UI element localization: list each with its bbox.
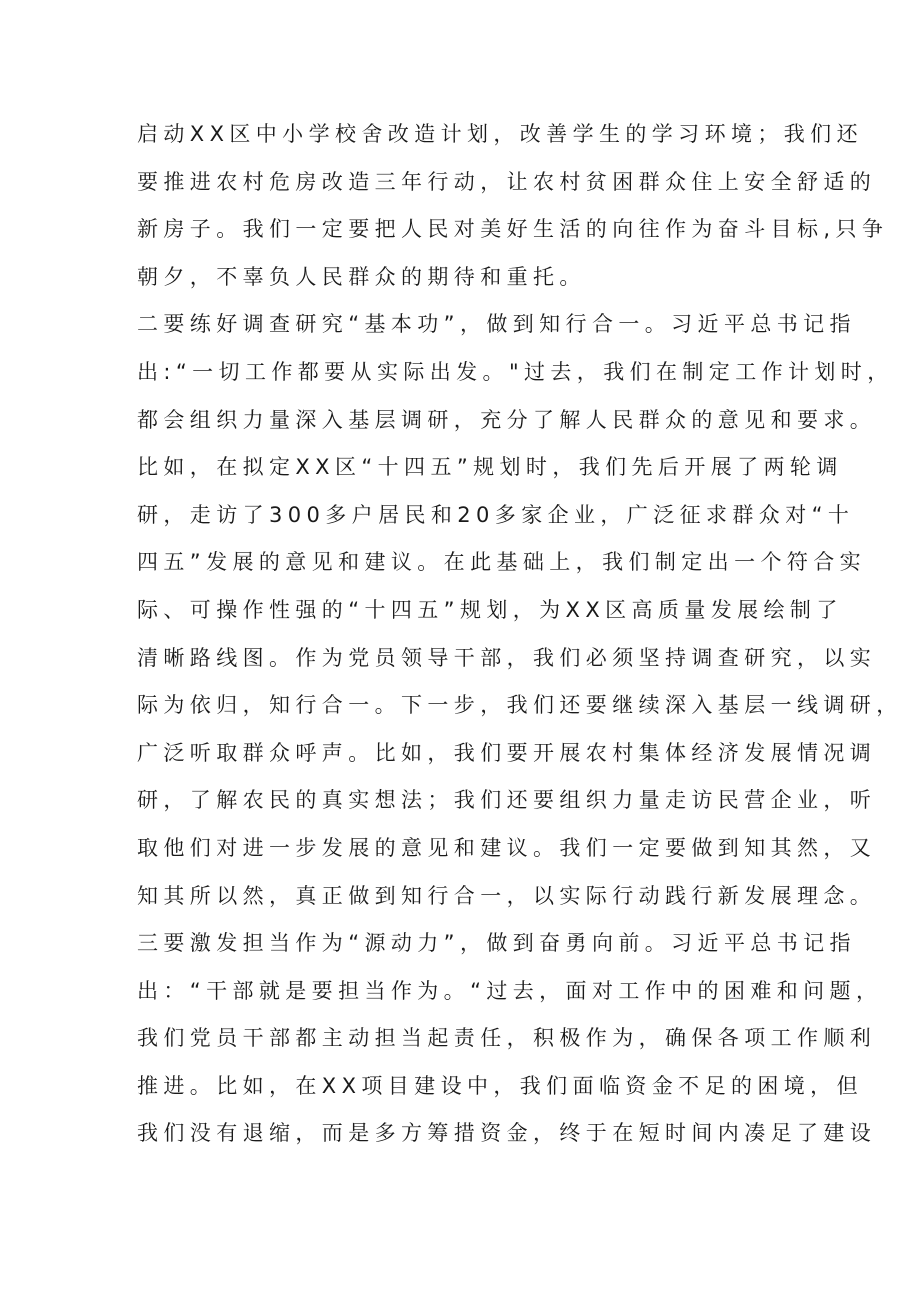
text-line: 比如，在拟定XX区“十四五”规划时，我们先后开展了两轮调 [137, 455, 843, 480]
text-line: 我们没有退缩，而是多方筹措资金，终于在短时间内凑足了建设 [137, 1121, 877, 1146]
text-line: 要推进农村危房改造三年行动，让农村贫困群众住上安全舒适的 [137, 169, 877, 194]
text-line: 朝夕，不辜负人民群众的期待和重托。 [137, 264, 586, 289]
text-line: 知其所以然，真正做到知行合一，以实际行动践行新发展理念。 [137, 883, 877, 908]
text-line: 际、可操作性强的“十四五”规划，为XX区高质量发展绘制了 [137, 597, 843, 622]
text-line: 推进。比如，在XX项目建设中，我们面临资金不足的困境，但 [137, 1073, 863, 1098]
text-line: 新房子。我们一定要把人民对美好生活的向往作为奋斗目标,只争 [137, 217, 889, 242]
text-line: 三要激发担当作为“源动力”，做到奋勇向前。习近平总书记指 [137, 931, 856, 956]
text-line: 际为依归，知行合一。下一步，我们还要继续深入基层一线调研， [137, 693, 903, 718]
text-line: 都会组织力量深入基层调研，充分了解人民群众的意见和要求。 [137, 407, 877, 432]
text-line: 出:“一切工作都要从实际出发。"过去，我们在制定工作计划时， [137, 359, 894, 384]
paragraph-3 [137, 920, 883, 1158]
text-line: 取他们对进一步发展的意见和建议。我们一定要做到知其然，又 [137, 835, 877, 860]
body-text [137, 111, 903, 1158]
text-line: 启动XX区中小学校舍改造计划，改善学生的学习环境；我们还 [137, 122, 863, 146]
text-line: 二要练好调查研究“基本功”，做到知行合一。习近平总书记指 [137, 312, 856, 337]
paragraph-2 [137, 301, 903, 920]
text-line: 广泛听取群众呼声。比如，我们要开展农村集体经济发展情况调 [137, 740, 877, 765]
text-line: 四五”发展的意见和建议。在此基础上，我们制定出一个符合实 [137, 550, 867, 575]
text-line: 出：“干部就是要担当作为。“过去，面对工作中的困难和问题， [137, 978, 883, 1003]
text-line: 我们党员干部都主动担当起责任，积极作为，确保各项工作顺利 [137, 1026, 877, 1051]
text-line: 研，了解农民的真实想法；我们还要组织力量走访民营企业，听 [137, 788, 877, 813]
paragraph-1 [137, 111, 889, 301]
text-line: 研，走访了300多户居民和20多家企业，广泛征求群众对“十 [137, 502, 855, 527]
text-line: 清晰路线图。作为党员领导干部，我们必须坚持调查研究，以实 [137, 645, 877, 670]
